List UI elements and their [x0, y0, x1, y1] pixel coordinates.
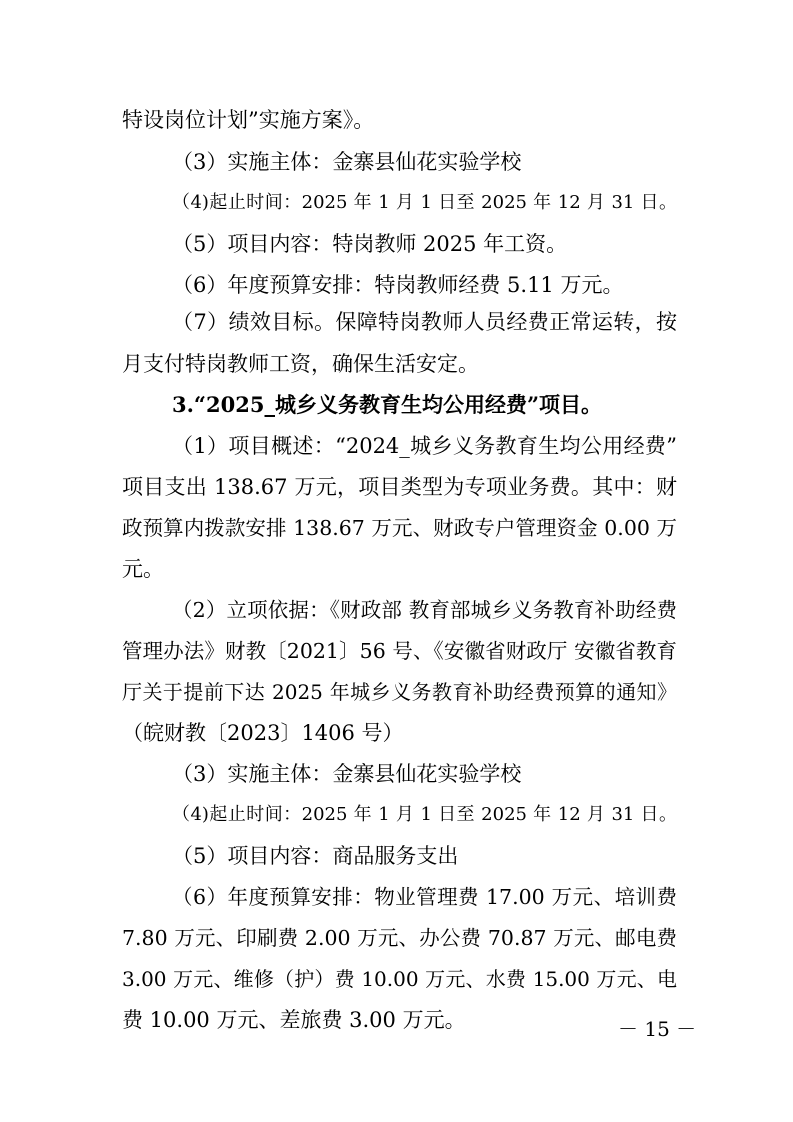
text-line: 月支付特岗教师工资，确保生活安定。	[122, 352, 479, 376]
page-number: － 15 －	[618, 1017, 697, 1041]
text-line: 政预算内拨款安排 138.67 万元、财政专户管理资金 0.00 万	[122, 516, 677, 540]
text-line: 元。	[122, 557, 164, 581]
text-line: （5）项目内容：特岗教师 2025 年工资。	[172, 232, 568, 256]
text-line: 特设岗位计划”实施方案》。	[122, 108, 375, 132]
text-line: （7）绩效目标。保障特岗教师人员经费正常运转，按	[172, 310, 677, 334]
section-heading: 3.“2025_城乡义务教育生均公用经费”项目。	[172, 392, 603, 417]
text-line: 厅关于提前下达 2025 年城乡义务教育补助经费预算的通知》	[122, 680, 677, 704]
text-line: （3）实施主体：金寨县仙花实验学校	[172, 762, 522, 786]
text-line: （皖财教〔2023〕1406 号）	[122, 721, 404, 745]
text-line: （4)起止时间：2025 年 1 月 1 日至 2025 年 12 月 31 日。	[172, 192, 677, 213]
text-line: 费 10.00 万元、差旅费 3.00 万元。	[122, 1008, 466, 1032]
text-line: （4)起止时间：2025 年 1 月 1 日至 2025 年 12 月 31 日。	[172, 804, 677, 825]
text-line: 7.80 万元、印刷费 2.00 万元、办公费 70.87 万元、邮电费	[122, 926, 677, 950]
text-line: （3）实施主体：金寨县仙花实验学校	[172, 150, 522, 174]
text-line: （6）年度预算安排：特岗教师经费 5.11 万元。	[172, 273, 624, 297]
text-line: （5）项目内容：商品服务支出	[172, 844, 459, 868]
text-line: （2）立项依据：《财政部 教育部城乡义务教育补助经费	[172, 598, 677, 622]
text-line: 管理办法》财教〔2021〕56 号、《安徽省财政厅 安徽省教育	[122, 639, 677, 663]
text-line: 项目支出 138.67 万元，项目类型为专项业务费。其中：财	[122, 475, 677, 499]
text-line: （1）项目概述：“2024_城乡义务教育生均公用经费”	[172, 434, 677, 458]
text-line: 3.00 万元、维修（护）费 10.00 万元、水费 15.00 万元、电	[122, 967, 677, 991]
text-line: （6）年度预算安排：物业管理费 17.00 万元、培训费	[172, 885, 677, 909]
